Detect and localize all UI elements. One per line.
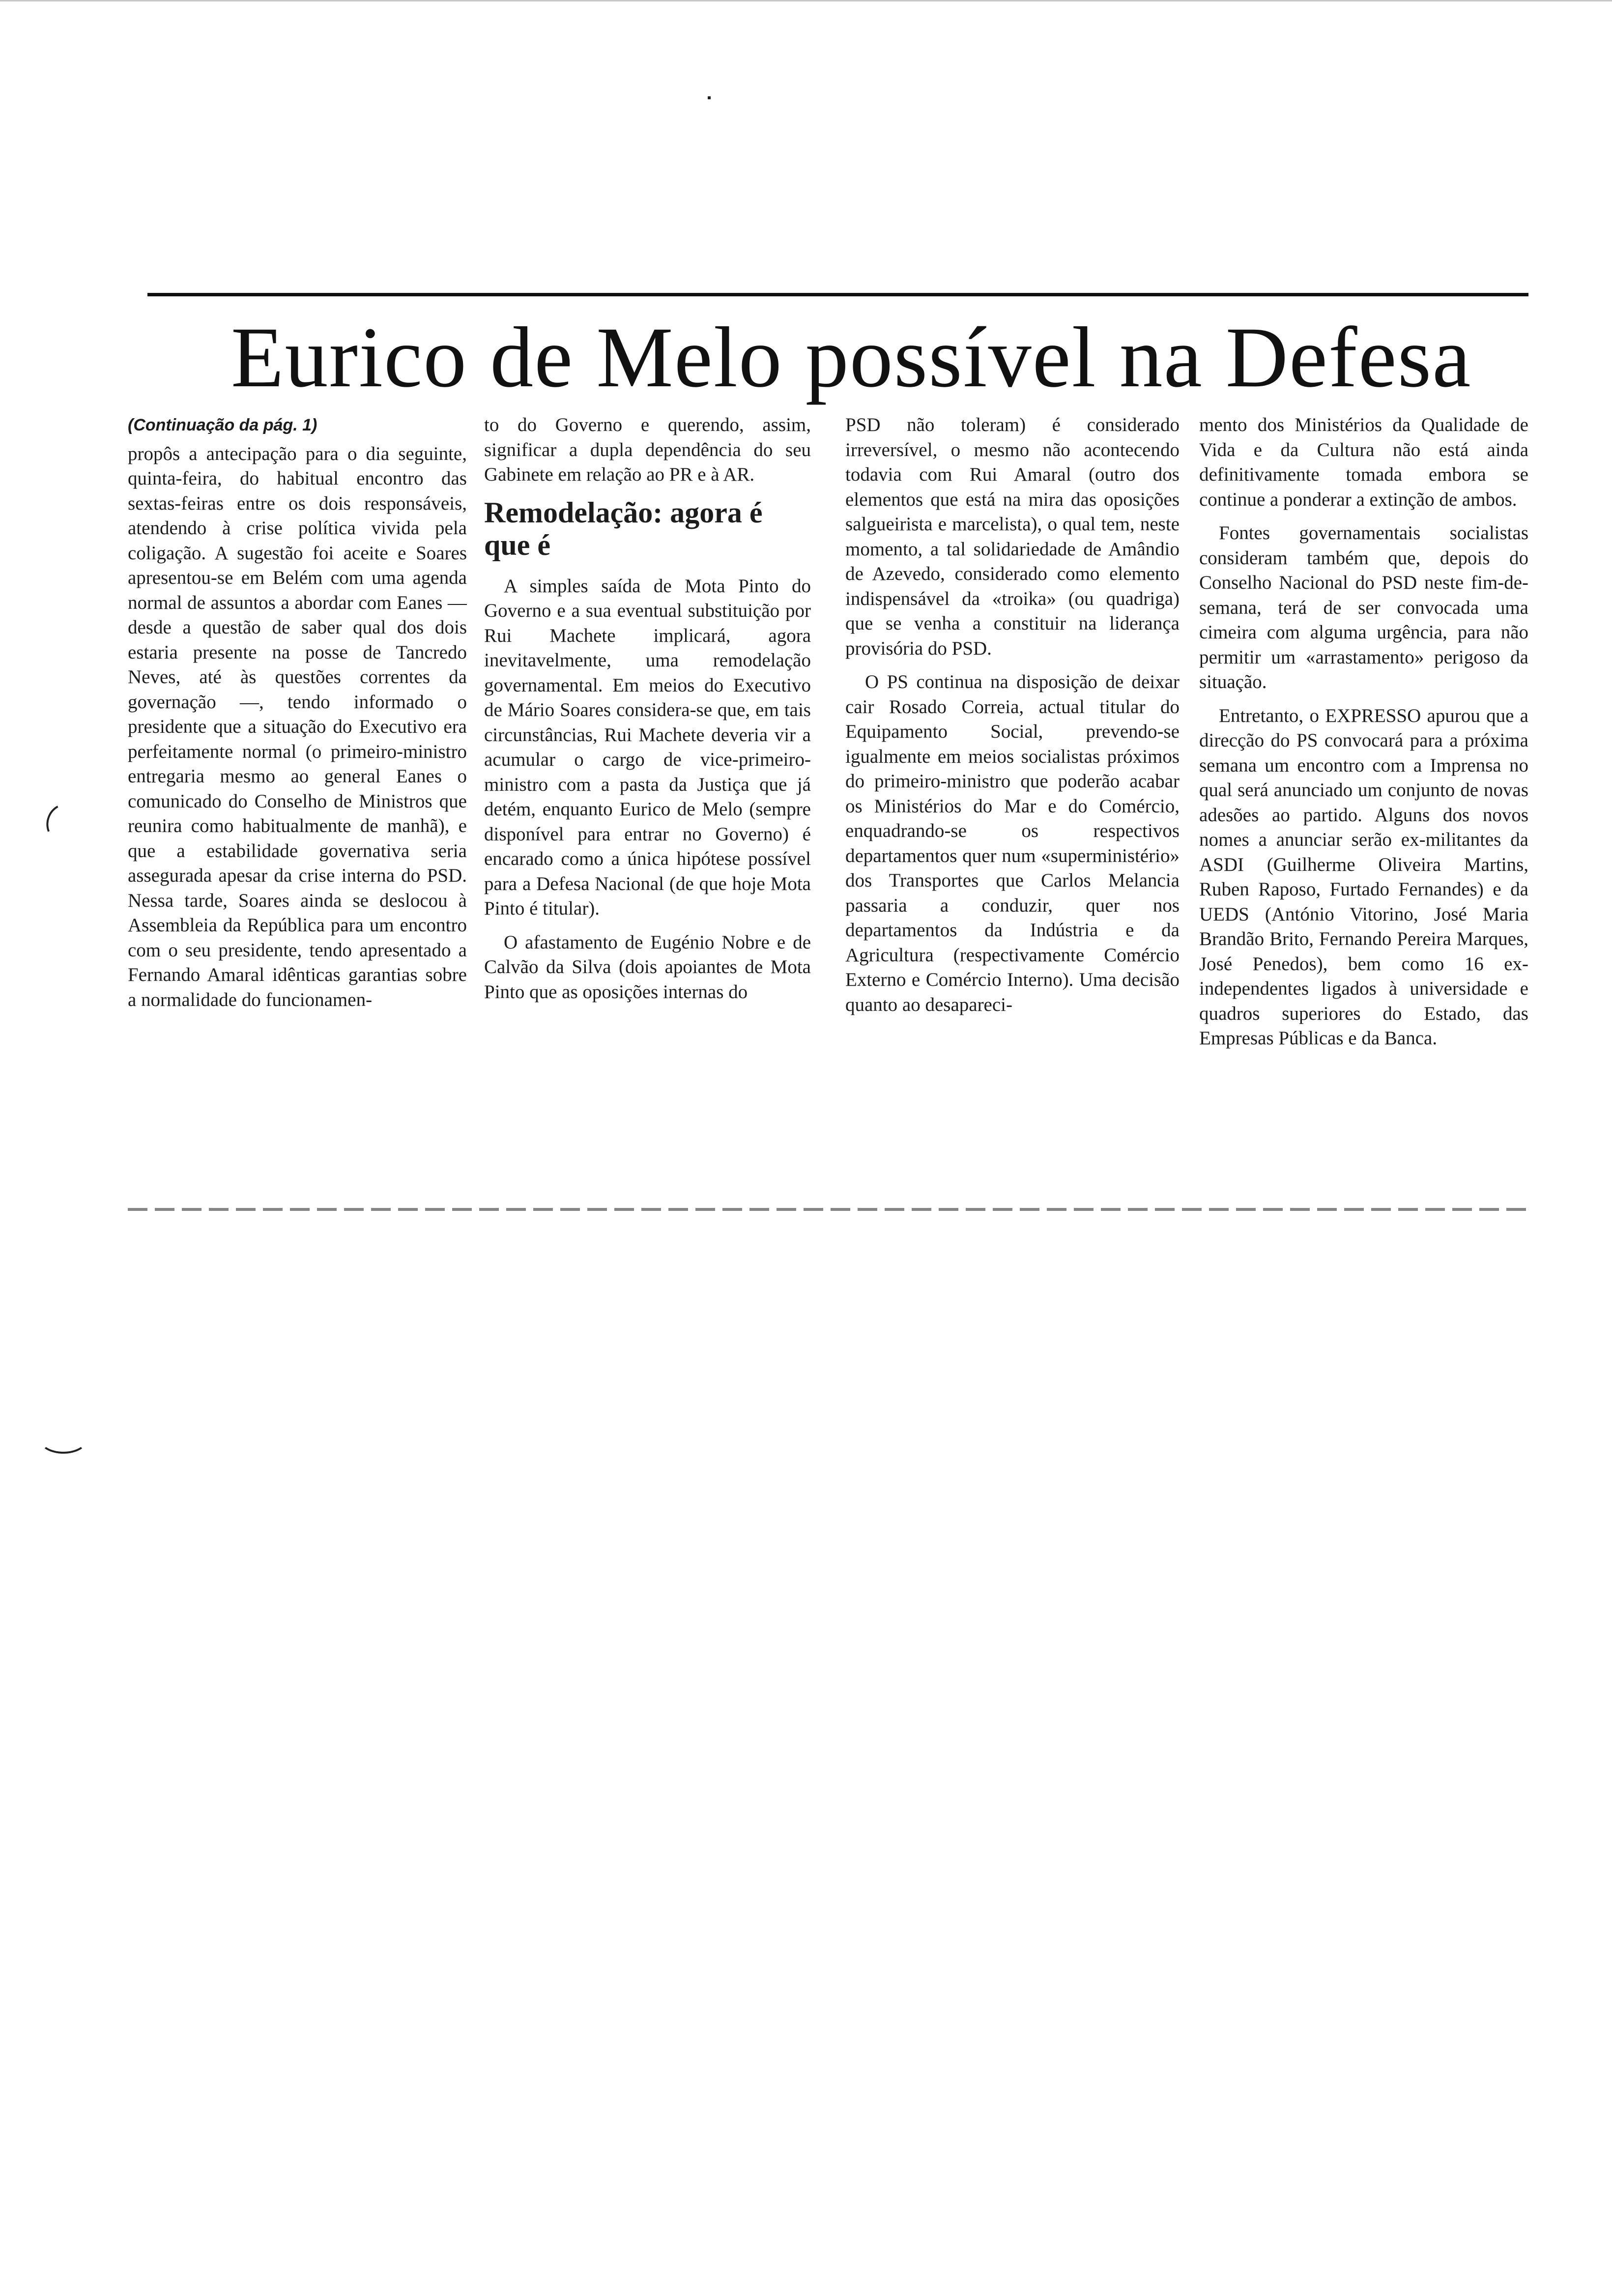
scan-speck [708,96,711,99]
paragraph: propôs a antecipação para o dia seguinte, quinta-feira, do habitual encontro das sextas-feiras entre os dois responsáveis, atendendo à crise política vivida pela coligação. A sugestão foi aceite e Soares apresentou-se em Belém com uma agenda normal de assuntos a abordar com Eanes — desde a questão de saber qual dos dois estaria presente na posse de Tancredo Neves, até às questões correntes da governação —, tendo informado o presidente que a situação do Executivo era perfeitamente normal (o primeiro-ministro entregaria mesmo ao general Eanes o comunicado do Conselho de Ministros que reunira como habitualmente de manhã), e que a estabilidade governativa seria assegurada apesar da crise interna do PSD. Nessa tarde, Soares ainda se deslocou à Assembleia da República para um encontro com o seu presidente, tendo apresentado a Fernando Amaral idênticas garantias sobre a normalidade do funcionamen- [128,443,467,1010]
article-column-4 [1199,413,1528,1214]
clipping-bottom-edge [128,1208,1533,1211]
paragraph: to do Governo e querendo, assim, significar a dupla dependência do seu Gabinete em relação ao PR e à AR. [484,414,811,485]
margin-mark [41,799,86,847]
scan-speck [0,0,1612,1]
article-column-1 [128,413,467,1214]
article-headline: Eurico de Melo possível na Defesa [231,310,1472,405]
continuation-note: (Continuação da pág. 1) [128,416,317,434]
section-subheading: Remodelação: agora é que é [484,496,763,561]
article-column-3 [845,413,1180,1214]
paragraph: PSD não toleram) é considerado irreversível, o mesmo não acontecendo todavia com Rui Amaral (outro dos elementos que está na mira das oposições salgueirista e marcelista), o qual tem, neste momento, a tal solidariedade de Amândio de Azevedo, considerado como elemento indispensável da «troika» (ou quadriga) que se venha a constituir na liderança provisória do PSD. [845,414,1180,659]
paragraph: Fontes governamentais socialistas consideram também que, depois do Conselho Nacional do PSD neste fim-de-semana, terá de ser convocada uma cimeira com alguma urgência, para não permitir um «arrastamento» perigoso da situação. [1199,522,1528,692]
article-column-2 [484,413,811,1214]
top-rule [147,293,1528,296]
paragraph: Entretanto, o EXPRESSO apurou que a direcção do PS convocará para a próxima semana um encontro com a Imprensa no qual será anunciado um conjunto de novas adesões ao partido. Alguns dos novos nomes a anunciar serão ex-militantes da ASDI (Guilherme Oliveira Martins, Ruben Raposo, Furtado Fernandes) e da UEDS (António Vitorino, José Maria Brandão Brito, Fernando Pereira Marques, José Penedos), bem como 16 ex-independentes ligados à universidade e quadros superiores do Estado, das Empresas Públicas e da Banca. [1199,705,1528,1049]
paragraph: A simples saída de Mota Pinto do Governo e a sua eventual substituição por Rui Machete implicará, agora inevitavelmente, uma remodelação governamental. Em meios do Executivo de Mário Soares considera-se que, em tais circunstâncias, Rui Machete deveria vir a acumular o cargo de vice-primeiro-ministro com a pasta da Justiça que já detém, enquanto Eurico de Melo (sempre disponível para entrar no Governo) é encarado como a única hipótese possível para a Defesa Nacional (de que hoje Mota Pinto é titular). [484,575,811,919]
margin-mark [39,1425,87,1454]
paragraph: O PS continua na disposição de deixar cair Rosado Correia, actual titular do Equipamento Social, prevendo-se igualmente em meios socialistas próximos do primeiro-ministro que poderão acabar os Ministérios do Mar e do Comércio, enquadrando-se os respectivos departamentos quer num «superministério» dos Transportes que Carlos Melancia passaria a conduzir, quer nos departamentos da Indústria e da Agricultura (respectivamente Comércio Externo e Comércio Interno). Uma decisão quanto ao desapareci- [845,671,1180,1015]
paragraph: mento dos Ministérios da Qualidade de Vida e da Cultura não está ainda definitivamente tomada embora se continue a ponderar a extinção de ambos. [1199,414,1528,510]
paragraph: O afastamento de Eugénio Nobre e de Calvão da Silva (dois apoiantes de Mota Pinto que as oposições internas do [484,931,811,1003]
